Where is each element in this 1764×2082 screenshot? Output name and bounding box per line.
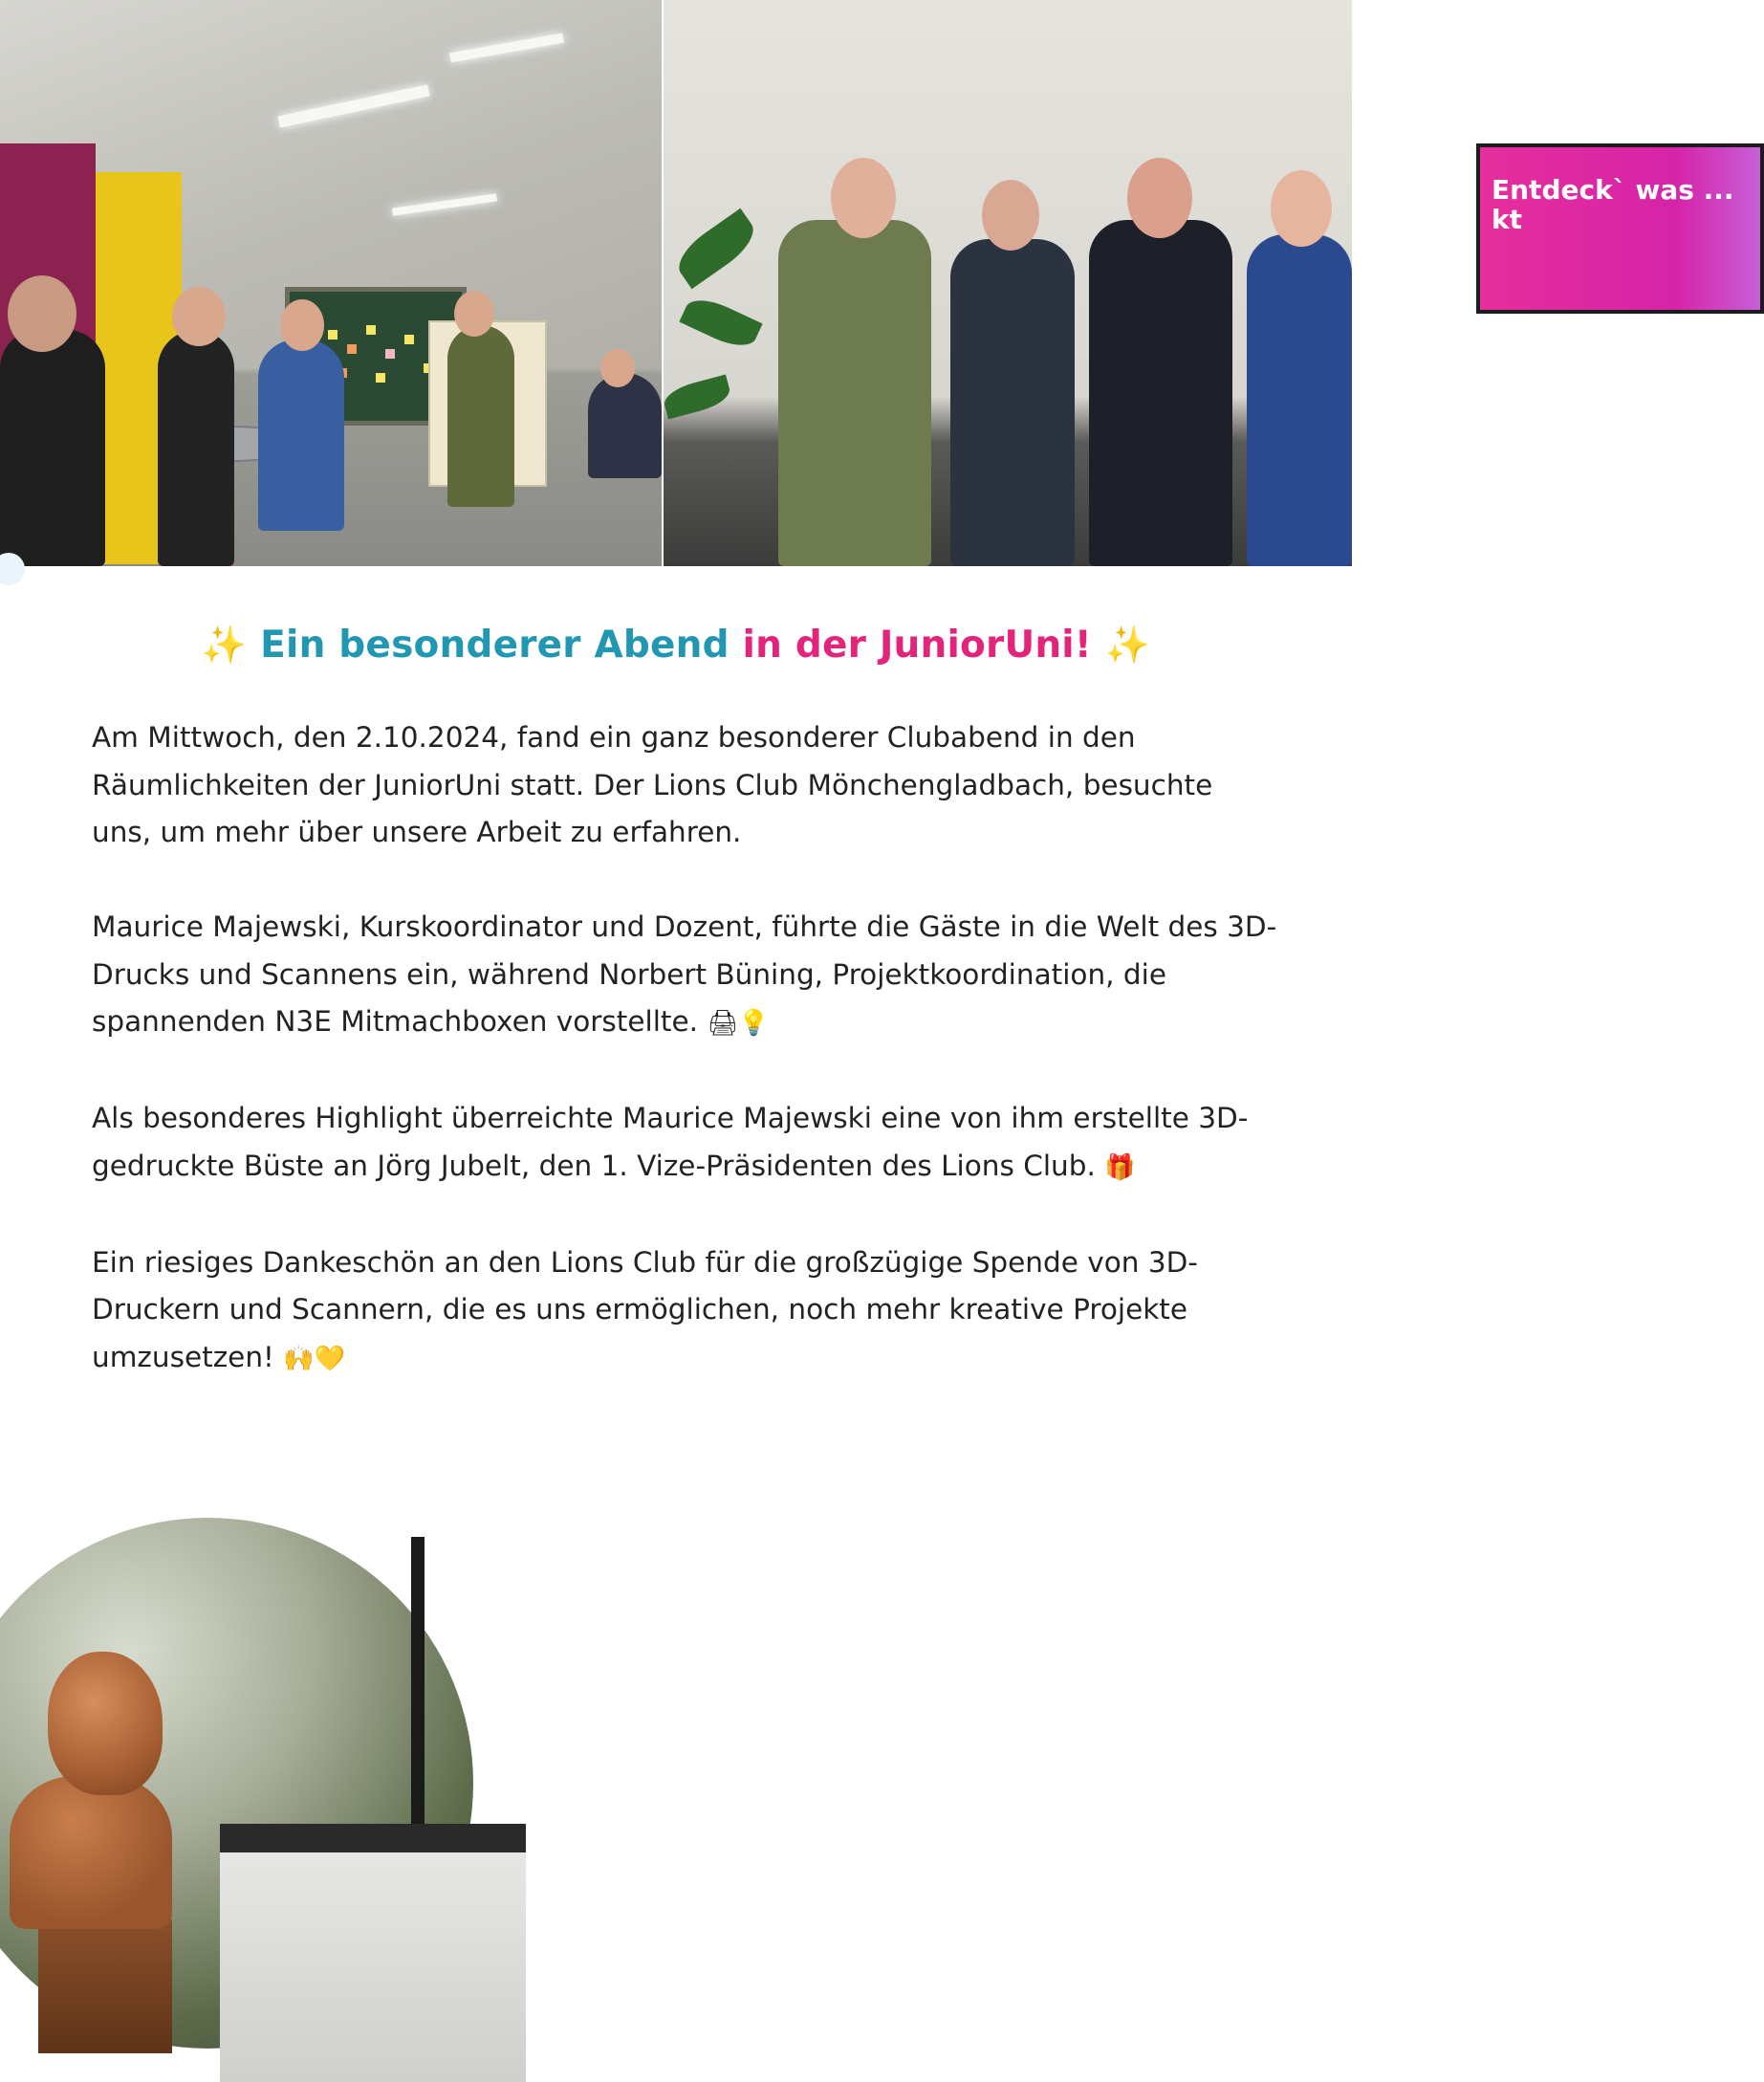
3d-printer	[220, 1824, 526, 2082]
tv-screen-text: Entdeck` was ... kt	[1492, 174, 1734, 235]
headline-part-2: in der JuniorUni!	[742, 624, 1092, 667]
paragraph-intro: Am Mittwoch, den 2.10.2024, fand ein ganz besonderer Clubabend in den Räumlichkeiten der JuniorUni statt. Der Lions Club Mönchengladbach, besuchte uns, um mehr über unsere Arbeit zu erfahren.	[92, 721, 1213, 848]
event-photo-room	[0, 0, 662, 566]
raised-hands-heart-icon: 🙌💛	[283, 1344, 345, 1373]
printer-bulb-icon: 🖨💡	[707, 1009, 770, 1038]
headline-part-1: Ein besonderer Abend	[260, 624, 730, 667]
gift-icon: 🎁	[1104, 1152, 1136, 1182]
article-body	[92, 714, 1277, 1431]
headline	[0, 624, 1352, 667]
paragraph-presentation: Maurice Majewski, Kurskoordinator und Dozent, führte die Gäste in die Welt des 3D-Drucks und Scannens ein, während Norbert Büning, Projektkoordination, die spannenden N3E Mitmachboxen vorstellte. 🖨💡	[92, 910, 1277, 1038]
3d-printed-bust	[48, 1652, 163, 1795]
paragraph-thanks: Ein riesiges Dankeschön an den Lions Club für die großzügige Spende von 3D-Druckern und Scannern, die es uns ermöglichen, noch mehr kreative Projekte umzusetzen! 🙌💛	[92, 1245, 1198, 1373]
sparkle-icon: ✨	[1104, 624, 1151, 666]
paragraph-highlight: Als besonderes Highlight überreichte Maurice Majewski eine von ihm erstellte 3D-gedruckte Büste an Jörg Jubelt, den 1. Vize-Präsidenten des Lions Club. 🎁	[92, 1102, 1249, 1182]
tv-screen	[1476, 143, 1764, 314]
bust-photo	[0, 1518, 473, 2049]
sparkle-icon: ✨	[201, 624, 248, 666]
group-photo	[664, 0, 1734, 566]
